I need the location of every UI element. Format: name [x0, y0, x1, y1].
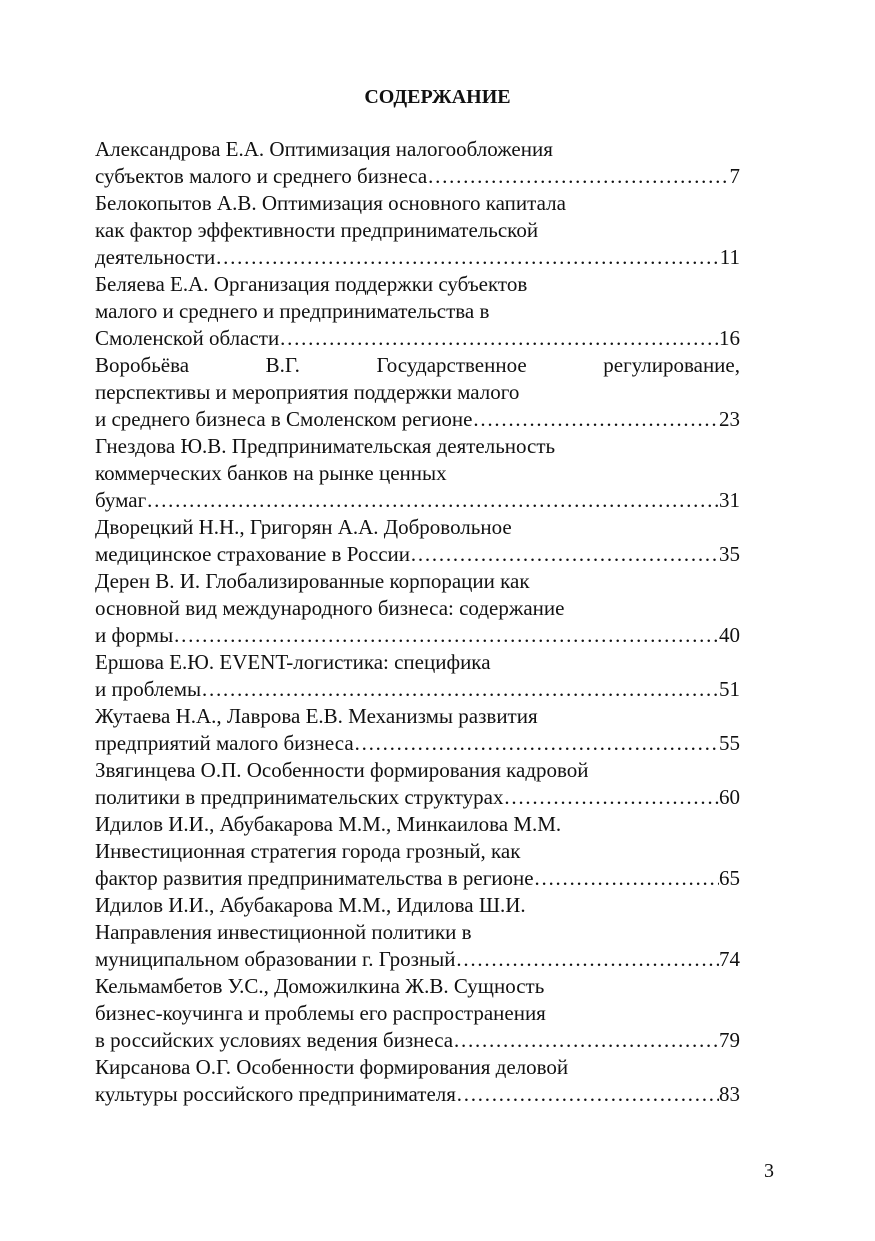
toc-page-number: 31: [719, 488, 740, 512]
toc-entry-line: и среднего бизнеса в Смоленском регионе: [95, 407, 473, 431]
toc-entry-line: в российских условиях ведения бизнеса: [95, 1028, 454, 1052]
toc-entry-line: Идилов И.И., Абубакарова М.М., Минкаилова М.М.: [95, 812, 562, 836]
toc-entry-line: Кельмамбетов У.С., Доможилкина Ж.В. Сущность: [95, 974, 545, 998]
toc-entry-last-line: [95, 406, 740, 433]
dot-leader: [201, 676, 719, 703]
toc-page-number: 11: [719, 245, 740, 269]
dot-leader: [410, 541, 719, 568]
toc-entry: [95, 703, 740, 757]
dot-leader: [354, 730, 719, 757]
toc-entry-line: предприятий малого бизнеса: [95, 731, 354, 755]
dot-leader: [504, 784, 720, 811]
toc-page-number: 60: [719, 785, 740, 809]
toc-entry-last-line: [95, 865, 740, 892]
toc-entry-line: Направления инвестиционной политики в: [95, 920, 472, 944]
dot-leader: [215, 244, 720, 271]
toc-entry-last-line: [95, 1027, 740, 1054]
toc-entry-line: Звягинцева О.П. Особенности формирования кадровой: [95, 758, 589, 782]
page-number: 3: [764, 1160, 774, 1182]
toc-entry-line: Инвестиционная стратегия города грозный, как: [95, 839, 521, 863]
dot-leader: [173, 622, 719, 649]
toc-entry-last-line: [95, 622, 740, 649]
toc-entry-line: как фактор эффективности предпринимательской: [95, 218, 539, 242]
toc-entry: [95, 1054, 740, 1108]
toc-entry-line: основной вид международного бизнеса: содержание: [95, 596, 565, 620]
toc-entry-line: политики в предпринимательских структурах: [95, 785, 504, 809]
toc-entry-line: Жутаева Н.А., Лаврова Е.В. Механизмы развития: [95, 704, 538, 728]
dot-leader: [453, 1027, 719, 1054]
toc-entry-line: Дворецкий Н.Н., Григорян А.А. Добровольное: [95, 515, 512, 539]
toc-entry-line: Воробьёва В.Г. Государственное регулирование,: [95, 353, 740, 377]
toc-entry: [95, 352, 740, 433]
toc-entry-line: медицинское страхование в России: [95, 542, 410, 566]
toc-entry-last-line: [95, 946, 740, 973]
toc-page-number: 16: [719, 326, 740, 350]
toc-entry: [95, 271, 740, 352]
toc-entry-line: бумаг: [95, 488, 147, 512]
toc-entry-last-line: [95, 784, 740, 811]
toc-entry-last-line: [95, 487, 740, 514]
toc-entry-last-line: [95, 1081, 740, 1108]
toc-entry-last-line: [95, 676, 740, 703]
toc-entry-line: и проблемы: [95, 677, 202, 701]
toc-entry-last-line: [95, 325, 740, 352]
toc-entry: [95, 892, 740, 973]
toc-entry-line: Гнездова Ю.В. Предпринимательская деятельность: [95, 434, 556, 458]
toc-entry-last-line: [95, 244, 740, 271]
dot-leader: [455, 946, 719, 973]
toc-entry-line: перспективы и мероприятия поддержки малого: [95, 380, 520, 404]
toc-entry-line: Ершова Е.Ю. EVENT-логистика: специфика: [95, 650, 491, 674]
toc-entry-line: Александрова Е.А. Оптимизация налогообложения: [95, 137, 553, 161]
toc-entry-line: фактор развития предпринимательства в регионе: [95, 866, 534, 890]
toc-entry-last-line: [95, 541, 740, 568]
toc-page-number: 79: [719, 1028, 740, 1052]
toc-entry-line: муниципальном образовании г. Грозный: [95, 947, 456, 971]
toc-page-number: 65: [719, 866, 740, 890]
toc-entry: [95, 514, 740, 568]
toc-entry-last-line: [95, 730, 740, 757]
toc-entry-line: Кирсанова О.Г. Особенности формирования деловой: [95, 1055, 569, 1079]
toc-entry-line: деятельности: [95, 245, 216, 269]
toc-entry: [95, 811, 740, 892]
toc-entry-line: культуры российского предпринимателя: [95, 1082, 456, 1106]
toc-entry: [95, 433, 740, 514]
toc-page-number: 51: [719, 677, 740, 701]
dot-leader: [456, 1081, 719, 1108]
toc-entry-line: малого и среднего и предпринимательства в: [95, 299, 490, 323]
toc-entry: [95, 190, 740, 271]
toc-page-number: 74: [719, 947, 740, 971]
toc-entry-line: Дерен В. И. Глобализированные корпорации как: [95, 569, 530, 593]
toc-page-number: 55: [719, 731, 740, 755]
dot-leader: [534, 865, 719, 892]
toc-entry: [95, 568, 740, 649]
toc-page-number: 83: [719, 1082, 740, 1106]
dot-leader: [472, 406, 719, 433]
toc-entry-last-line: [95, 163, 740, 190]
toc-entry-line: субъектов малого и среднего бизнеса: [95, 164, 428, 188]
toc-page-number: 7: [729, 164, 740, 188]
toc-entry-line: коммерческих банков на рынке ценных: [95, 461, 447, 485]
table-of-contents: [95, 136, 740, 1108]
toc-entry-line: бизнес-коучинга и проблемы его распространения: [95, 1001, 546, 1025]
toc-entry: [95, 973, 740, 1054]
toc-entry: [95, 649, 740, 703]
toc-entry: [95, 757, 740, 811]
toc-entry-line: Смоленской области: [95, 326, 280, 350]
toc-entry-line: и формы: [95, 623, 174, 647]
dot-leader: [427, 163, 729, 190]
toc-page-number: 40: [719, 623, 740, 647]
toc-page-number: 23: [719, 407, 740, 431]
toc-entry: [95, 136, 740, 190]
page-title: СОДЕРЖАНИЕ: [364, 86, 511, 108]
toc-entry-line: Беляева Е.А. Организация поддержки субъектов: [95, 272, 528, 296]
toc-entry-line: Идилов И.И., Абубакарова М.М., Идилова Ш.И.: [95, 893, 526, 917]
dot-leader: [279, 325, 719, 352]
toc-entry-line: Белокопытов А.В. Оптимизация основного капитала: [95, 191, 566, 215]
toc-page-number: 35: [719, 542, 740, 566]
dot-leader: [146, 487, 719, 514]
